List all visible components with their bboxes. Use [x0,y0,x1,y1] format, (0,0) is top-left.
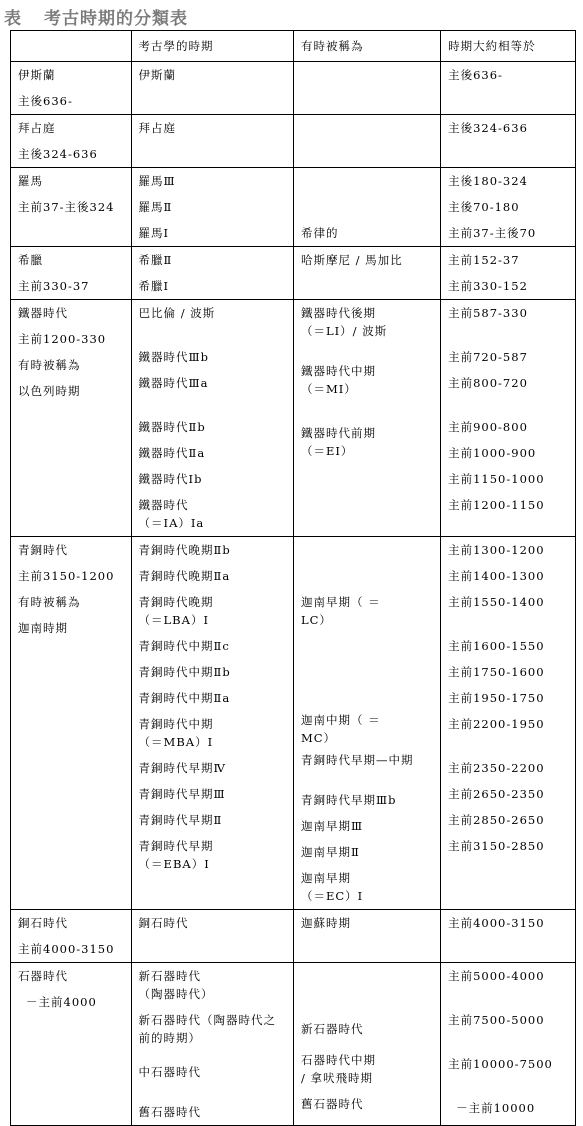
period-name: 新石器時代（陶器時代之前的時期） [138,1013,277,1045]
period-name: 青銅時代晚期 [138,595,214,609]
alias-name: 迦蘇時期 [300,916,351,930]
period-name: 羅馬Ⅱ [138,200,173,214]
era-cell [11,537,132,910]
table-row [11,300,576,537]
table-label: 表 [4,9,22,29]
period-name: 銅石時代 [138,916,189,930]
archaeological-periods-table [10,30,576,1126]
period-name: 青銅時代早期Ⅲ [138,787,226,801]
date-cell [441,300,576,537]
era-name: 鐵器時代 [18,306,68,320]
alias-name: 迦南早期Ⅱ [300,845,360,859]
period-name: 伊斯蘭 [138,68,177,82]
date-range: 主前2850-2650 [448,813,545,827]
date-range: －主前10000 [456,1101,536,1115]
era-name: 希臘 [18,253,43,267]
era-range: 主前37-主後324 [18,200,115,214]
date-range: 主前1000-900 [448,446,537,460]
period-name: 拜占庭 [138,121,177,135]
era-range: －主前4000 [26,995,97,1009]
alias-name: 迦南早期 [300,871,351,885]
period-cell [131,168,293,247]
period-name: 青銅時代中期Ⅱc [138,639,230,653]
era-range: 主前1200-330 [18,332,107,346]
alias-name: 青銅時代早期Ⅲb [300,793,397,807]
alias-name: 新石器時代 [300,1022,364,1036]
alias-name: （＝LI）/ 波斯 [300,324,388,338]
period-name: （＝ⅠA）Ⅰa [138,516,205,530]
era-note: 迦南時期 [18,621,68,635]
era-name: 銅石時代 [18,916,68,930]
era-range: 主前4000-3150 [18,942,115,956]
era-cell [11,300,132,537]
table-row [11,168,576,247]
period-name: 中石器時代 [138,1065,202,1079]
alias-cell [293,247,440,300]
date-range: 主前1600-1550 [448,639,545,653]
alias-name: 石器時代中期 [300,1053,376,1067]
date-range: 主前4000-3150 [448,916,545,930]
date-range: 主前2350-2200 [448,761,545,775]
date-cell [441,537,576,910]
period-cell [131,963,293,1126]
alias-name: 青銅時代早期—中期 [300,753,414,767]
period-cell [131,300,293,537]
alias-name: LC） [300,613,332,627]
date-cell [441,963,576,1126]
date-range: 主前587-330 [448,306,528,320]
alias-name: 哈斯摩尼 / 馬加比 [300,253,403,267]
alias-name: 迦南早期（ ＝ [300,595,381,609]
alias-name: MC） [300,731,337,745]
era-name: 伊斯蘭 [18,68,56,82]
period-name: 青銅時代早期Ⅳ [138,761,227,775]
alias-cell [293,910,440,963]
table-row [11,62,576,115]
date-range: 主後636- [448,68,503,82]
alias-cell [293,300,440,537]
header-cell-archaeological-period: 考古學的時期 [131,31,293,62]
era-name: 羅馬 [18,174,43,188]
period-name: 青銅時代晚期Ⅱb [138,543,231,557]
period-name: 鐵器時代Ⅱb [138,420,206,434]
date-range: 主前800-720 [448,376,528,390]
period-name: 青銅時代晚期Ⅱa [138,569,231,583]
period-cell [131,247,293,300]
period-name: 舊石器時代 [138,1105,202,1119]
date-range: 主後70-180 [448,200,520,214]
era-cell [11,115,132,168]
alias-name: 鐵器時代前期 [300,426,376,440]
alias-cell [293,115,440,168]
date-range: 主後180-324 [448,174,528,188]
alias-name: 鐵器時代後期 [300,306,376,320]
period-name: 鐵器時代Ⅲa [138,376,209,390]
date-range: 主前1300-1200 [448,543,545,557]
date-range: 主前10000-7500 [448,1057,553,1071]
period-name: 鐵器時代Ⅲb [138,350,209,364]
alias-name: 鐵器時代中期 [300,364,376,378]
header-cell-blank [11,31,132,62]
table-row [11,115,576,168]
period-cell [131,910,293,963]
era-name: 青銅時代 [18,543,68,557]
date-range: 主前1550-1400 [448,595,545,609]
date-cell [441,168,576,247]
table-row [11,910,576,963]
table-title-text: 考古時期的分類表 [44,9,188,29]
era-note: 有時被稱為 [18,358,81,372]
period-name: 羅馬Ⅲ [138,174,176,188]
alias-cell [293,62,440,115]
period-name: 鐵器時代Ⅱa [138,446,206,460]
date-range: 主後324-636 [448,121,528,135]
era-range: 主後324-636 [18,147,98,161]
date-range: 主前3150-2850 [448,839,545,853]
date-range: 主前2650-2350 [448,787,545,801]
alias-name: （＝EI） [300,444,354,458]
era-cell [11,62,132,115]
era-range: 主前3150-1200 [18,569,115,583]
period-name: 新石器時代 [138,969,202,983]
table-row [11,537,576,910]
period-name: 青銅時代早期Ⅱ [138,813,223,827]
period-name: 希臘Ⅰ [138,279,170,293]
date-range: 主前1950-1750 [448,691,545,705]
period-name: 青銅時代早期 [138,839,214,853]
era-range: 主後636- [18,94,73,108]
date-range: 主前720-587 [448,350,528,364]
period-name: 鐵器時代Ⅰb [138,472,203,486]
era-range: 主前330-37 [18,279,90,293]
date-range: 主前1200-1150 [448,498,545,512]
date-range: 主前330-152 [448,279,528,293]
era-cell [11,910,132,963]
period-name: 希臘Ⅱ [138,253,173,267]
era-cell [11,247,132,300]
alias-name: 迦南早期Ⅲ [300,819,364,833]
date-range: 主前152-37 [448,253,520,267]
period-cell [131,62,293,115]
period-name: 巴比倫 / 波斯 [138,306,216,320]
era-note: 有時被稱為 [18,595,81,609]
period-name: （陶器時代） [138,987,214,1001]
era-name: 拜占庭 [18,121,56,135]
period-name: 青銅時代中期 [138,717,214,731]
period-name: 鐵器時代 [138,498,189,512]
period-cell [131,537,293,910]
date-cell [441,62,576,115]
date-range: 主前1150-1000 [448,472,545,486]
table-row [11,963,576,1126]
date-range: 主前37-主後70 [448,226,537,240]
table-row [11,247,576,300]
era-cell [11,963,132,1126]
era-name: 石器時代 [18,969,68,983]
period-name: 青銅時代中期Ⅱb [138,665,231,679]
date-cell [441,910,576,963]
date-range: 主前7500-5000 [448,1013,545,1027]
period-name: 青銅時代中期Ⅱa [138,691,231,705]
header-row [11,31,576,62]
alias-name: 舊石器時代 [300,1097,364,1111]
period-cell [131,115,293,168]
header-cell-also-called: 有時被稱為 [293,31,440,62]
date-range: 主前1750-1600 [448,665,545,679]
date-cell [441,115,576,168]
alias-cell [293,537,440,910]
period-name: （＝EBA）Ⅰ [138,857,210,871]
alias-cell [293,168,440,247]
alias-name: （＝MI） [300,382,357,396]
date-range: 主前5000-4000 [448,969,545,983]
era-cell [11,168,132,247]
era-note: 以色列時期 [18,384,81,398]
alias-name: 迦南中期（ ＝ [300,713,381,727]
header-cell-approx-dates: 時期大約相等於 [441,31,576,62]
alias-cell [293,963,440,1126]
date-range: 主前2200-1950 [448,717,545,731]
period-name: 羅馬Ⅰ [138,226,170,240]
alias-name: / 拿吠飛時期 [300,1071,374,1085]
date-cell [441,247,576,300]
period-name: （＝MBA）Ⅰ [138,735,214,749]
period-name: （＝LBA）Ⅰ [138,613,209,627]
alias-name: （＝EC）Ⅰ [300,889,364,903]
table-title [4,4,188,29]
alias-name: 希律的 [300,226,339,240]
date-range: 主前1400-1300 [448,569,545,583]
date-range: 主前900-800 [448,420,528,434]
